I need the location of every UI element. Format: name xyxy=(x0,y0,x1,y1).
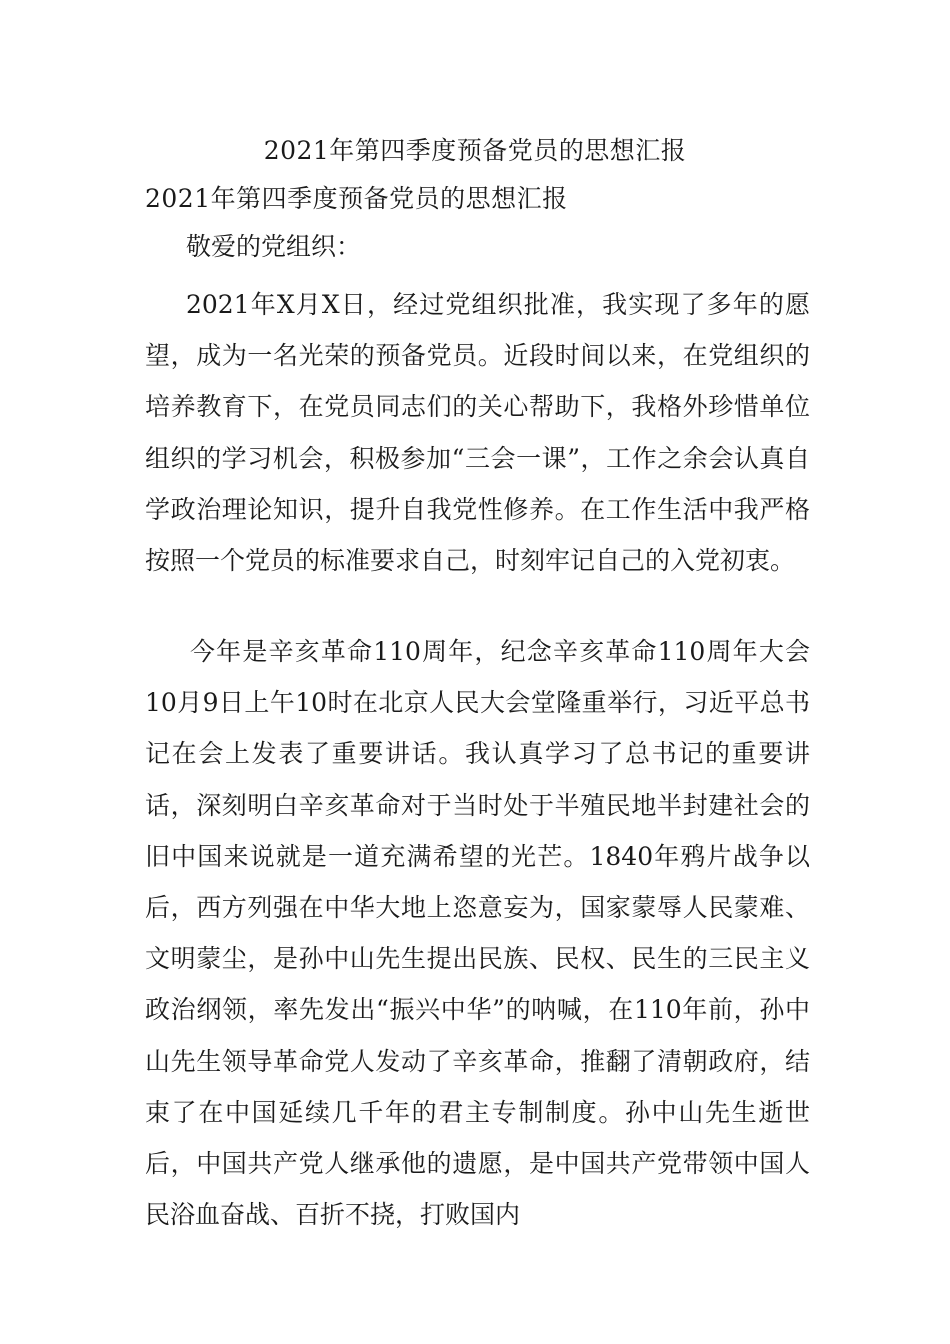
body-paragraph-1: 2021年X月X日，经过党组织批准，我实现了多年的愿望，成为一名光荣的预备党员。近段时间以来，在党组织的培养教育下，在党员同志们的关心帮助下，我格外珍惜单位组织的学习机会，积极参加“三会一课”，工作之余会认真自学政治理论知识，提升自我党性修养。在工作生活中我严格按照一个党员的标准要求自己，时刻牢记自己的入党初衷。 xyxy=(145,290,810,576)
document-title: 2021年第四季度预备党员的思想汇报 xyxy=(263,136,687,165)
salutation: 敬爱的党组织： xyxy=(186,232,362,261)
body-paragraph-2: 今年是辛亥革命110周年，纪念辛亥革命110周年大会10月9日上午10时在北京人民大会堂隆重举行，习近平总书记在会上发表了重要讲话。我认真学习了总书记的重要讲话，深刻明白辛亥革命对于当时处于半殖民地半封建社会的旧中国来说就是一道充满希望的光芒。1840年鸦片战争以后，西方列强在中华大地上恣意妄为，国家蒙辱人民蒙难、文明蒙尘，是孙中山先生提出民族、民权、民生的三民主义政治纲领，率先发出“振兴中华”的呐喊，在110年前，孙中山先生领导革命党人发动了辛亥革命，推翻了清朝政府，结束了在中国延续几千年的君主专制制度。孙中山先生逝世后，中国共产党人继承他的遗愿，是中国共产党带领中国人民浴血奋战、百折不挠，打败国内 xyxy=(145,637,810,1230)
document-subtitle: 2021年第四季度预备党员的思想汇报 xyxy=(145,184,568,213)
